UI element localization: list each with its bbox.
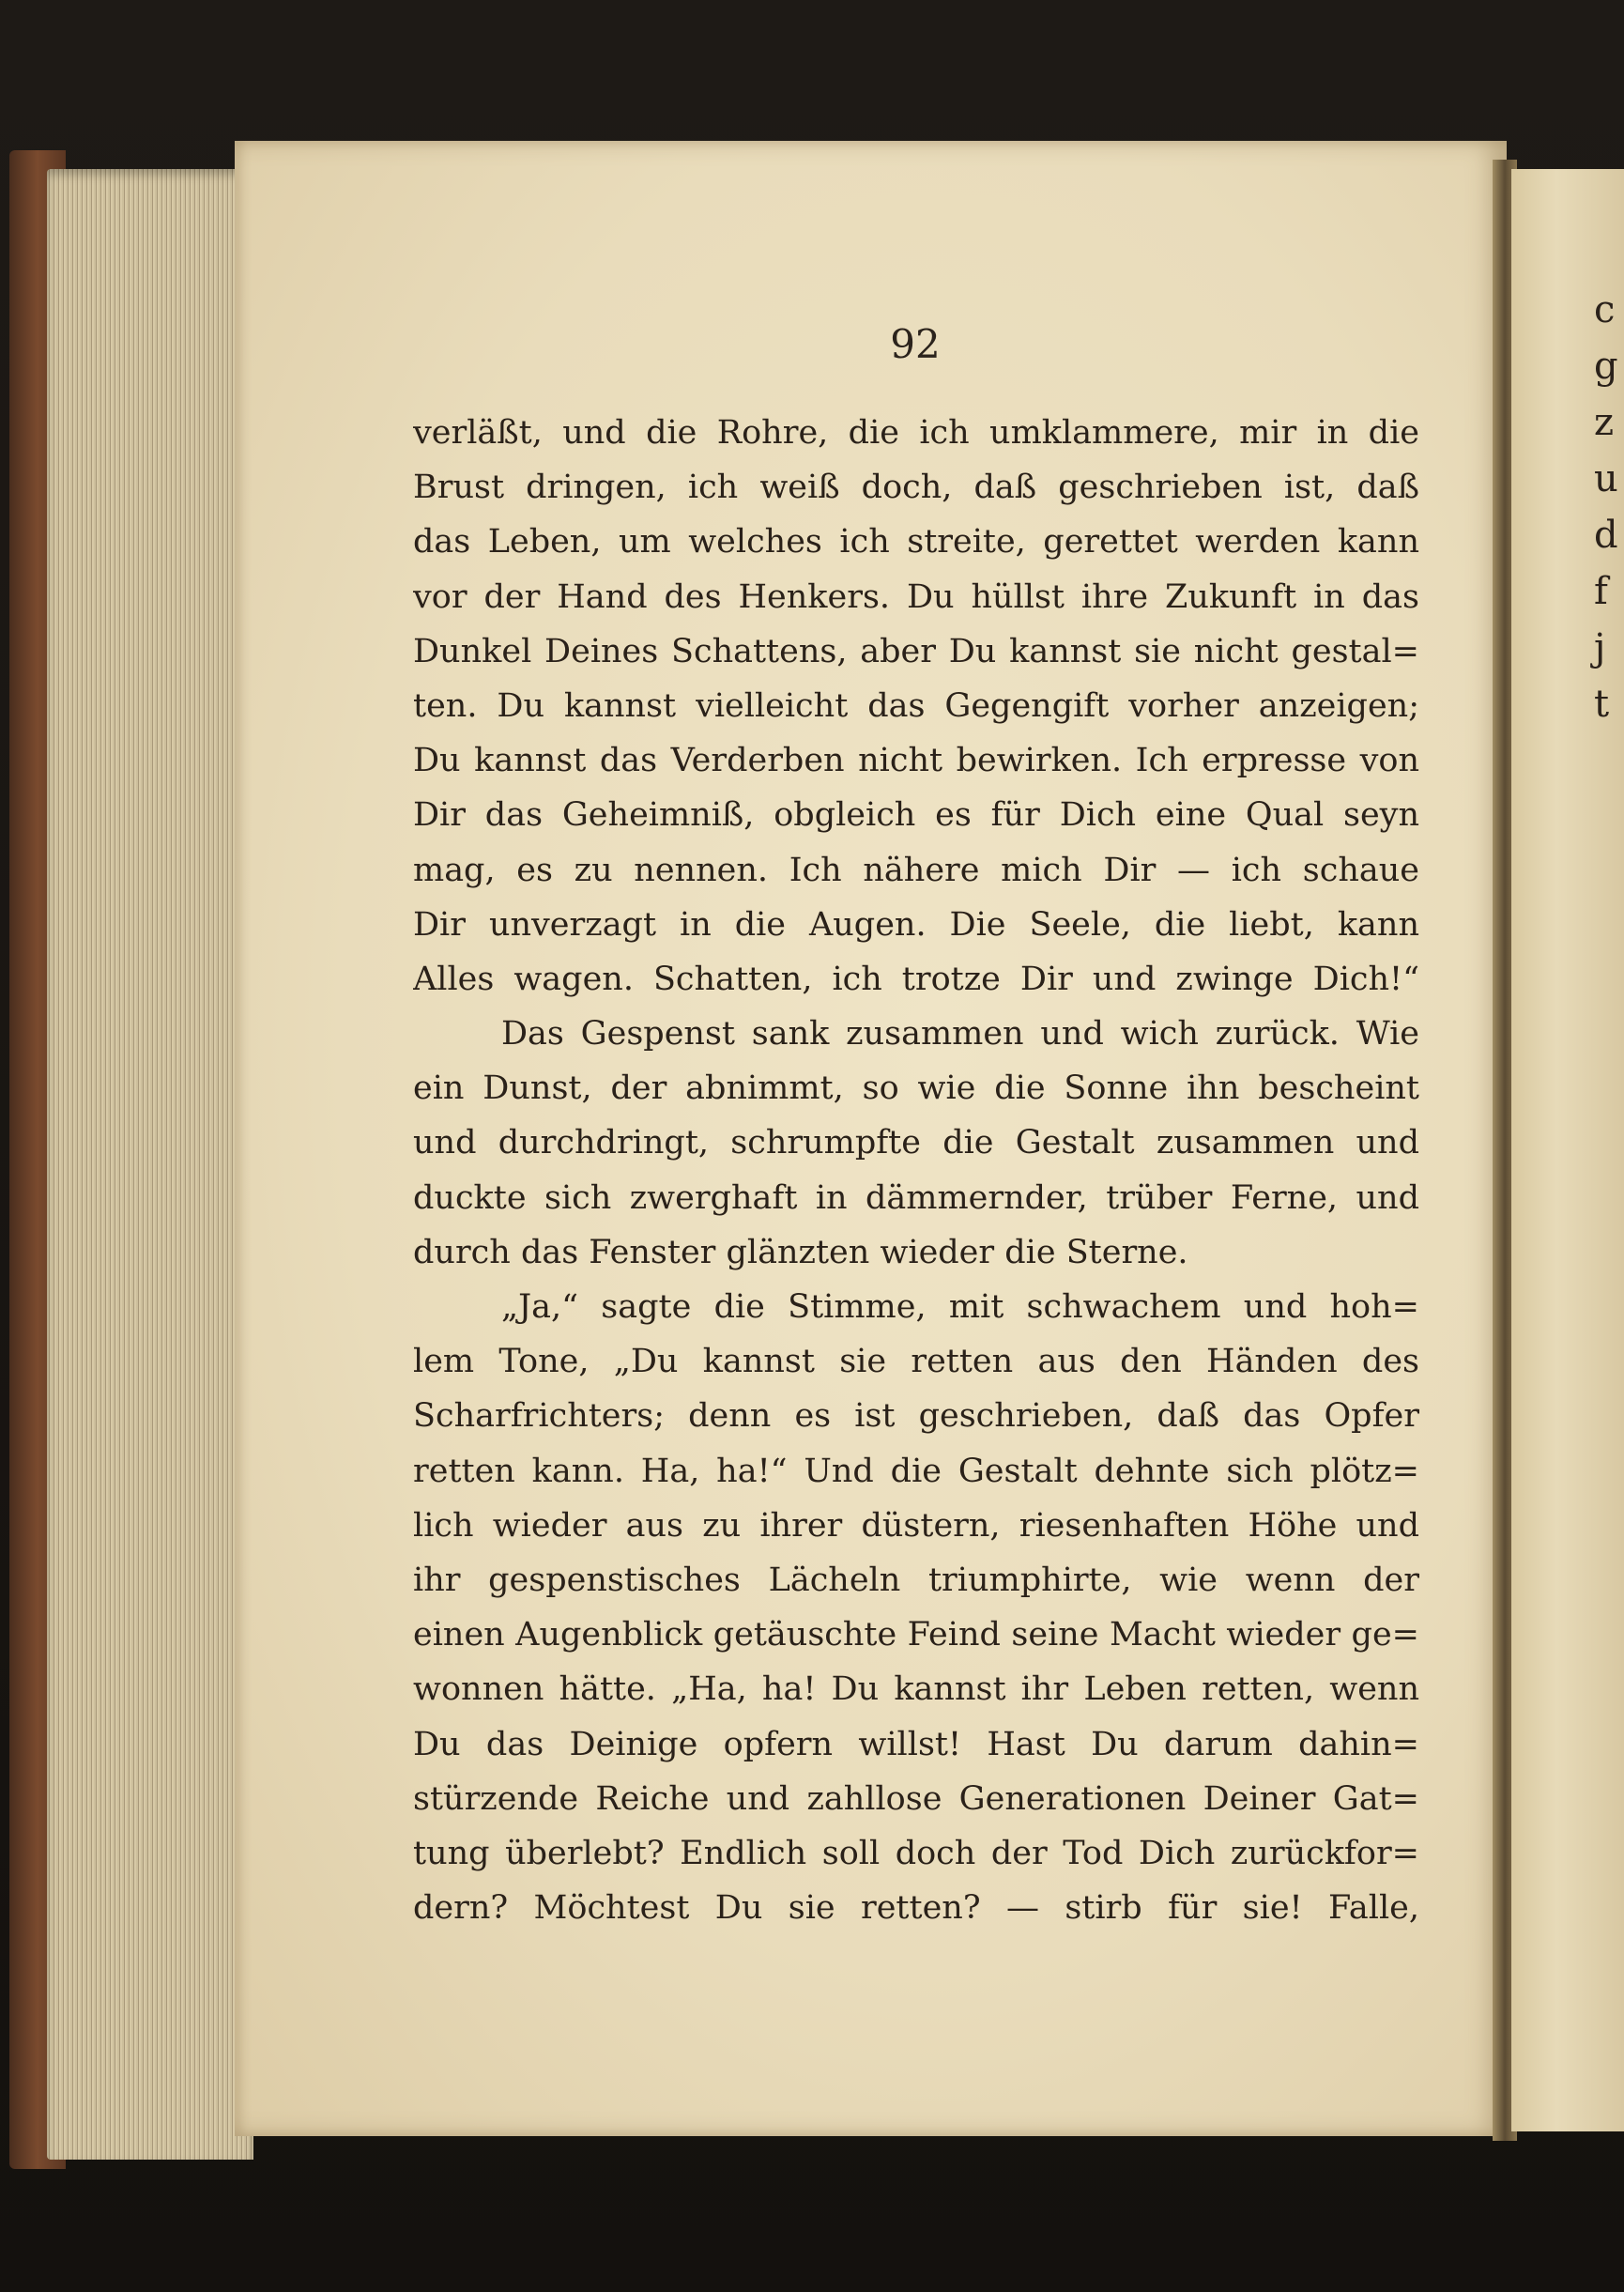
text-line: Du das Deinige opfern willst! Hast Du darum dahin= bbox=[413, 1725, 1419, 1763]
text-line: Scharfrichters; denn es ist geschrieben, daß das Opfer bbox=[413, 1397, 1419, 1436]
text-line: und durchdringt, schrumpfte die Gestalt zusammen und bbox=[413, 1124, 1419, 1162]
text-line: lem Tone, „Du kannst sie retten aus den Händen des bbox=[413, 1343, 1419, 1381]
text-line: dern? Möchtest Du sie retten? — stirb für sie! Falle, bbox=[413, 1889, 1419, 1928]
text-line: „Ja,“ sagte die Stimme, mit schwachem und hoh= bbox=[501, 1288, 1419, 1326]
text-line: Dunkel Deines Schattens, aber Du kannst sie nicht gestal= bbox=[413, 632, 1419, 670]
text-line: Das Gespenst sank zusammen und wich zurück. Wie bbox=[501, 1015, 1419, 1054]
text-line: Dir das Geheimniß, obgleich es für Dich eine Qual seyn bbox=[413, 796, 1419, 835]
text-line: ihr gespenstisches Lächeln triumphirte, wie wenn der bbox=[413, 1561, 1419, 1599]
facing-page-fragment: f bbox=[1594, 570, 1608, 613]
page-text-block bbox=[413, 406, 1419, 1935]
facing-page-fragment: d bbox=[1594, 514, 1618, 557]
page-number: 92 bbox=[890, 321, 941, 367]
text-line: durch das Fenster glänzten wieder die Sterne. bbox=[413, 1233, 1188, 1271]
page-edges bbox=[47, 169, 253, 2160]
text-line: das Leben, um welches ich streite, gerettet werden kann bbox=[413, 523, 1419, 561]
facing-page-fragment: j bbox=[1594, 626, 1606, 669]
text-line: retten kann. Ha, ha!“ Und die Gestalt dehnte sich plötz= bbox=[413, 1452, 1419, 1490]
text-line: Du kannst das Verderben nicht bewirken. Ich erpresse von bbox=[413, 742, 1419, 780]
text-line: lich wieder aus zu ihrer düstern, riesenhaften Höhe und bbox=[413, 1506, 1419, 1545]
text-line: einen Augenblick getäuschte Feind seine Macht wieder ge= bbox=[413, 1616, 1419, 1654]
facing-page-fragment: z bbox=[1594, 401, 1615, 444]
facing-page-text-fragments bbox=[1594, 282, 1622, 732]
facing-page-fragment: c bbox=[1594, 288, 1616, 331]
text-line: wonnen hätte. „Ha, ha! Du kannst ihr Leben retten, wenn bbox=[413, 1670, 1419, 1709]
facing-page-fragment: t bbox=[1594, 683, 1610, 726]
text-line: Brust dringen, ich weiß doch, daß geschrieben ist, daß bbox=[413, 469, 1419, 507]
text-line: vor der Hand des Henkers. Du hüllst ihre Zukunft in das bbox=[413, 577, 1419, 616]
text-line: ten. Du kannst vielleicht das Gegengift vorher anzeigen; bbox=[413, 686, 1419, 725]
text-line: tung überlebt? Endlich soll doch der Tod Dich zurückfor= bbox=[413, 1834, 1419, 1872]
text-line: stürzende Reiche und zahllose Generationen Deiner Gat= bbox=[413, 1779, 1419, 1818]
text-line: Dir unverzagt in die Augen. Die Seele, die liebt, kann bbox=[413, 905, 1419, 944]
facing-page-fragment: g bbox=[1594, 345, 1618, 388]
text-line: verläßt, und die Rohre, die ich umklammere, mir in die bbox=[413, 414, 1419, 452]
text-line: ein Dunst, der abnimmt, so wie die Sonne ihn bescheint bbox=[413, 1069, 1419, 1108]
text-line: mag, es zu nennen. Ich nähere mich Dir — ich schaue bbox=[413, 851, 1419, 889]
text-line: duckte sich zwerghaft in dämmernder, trüber Ferne, und bbox=[413, 1178, 1419, 1217]
facing-page-fragment: u bbox=[1594, 457, 1618, 500]
text-line: Alles wagen. Schatten, ich trotze Dir und zwinge Dich!“ bbox=[413, 960, 1419, 998]
